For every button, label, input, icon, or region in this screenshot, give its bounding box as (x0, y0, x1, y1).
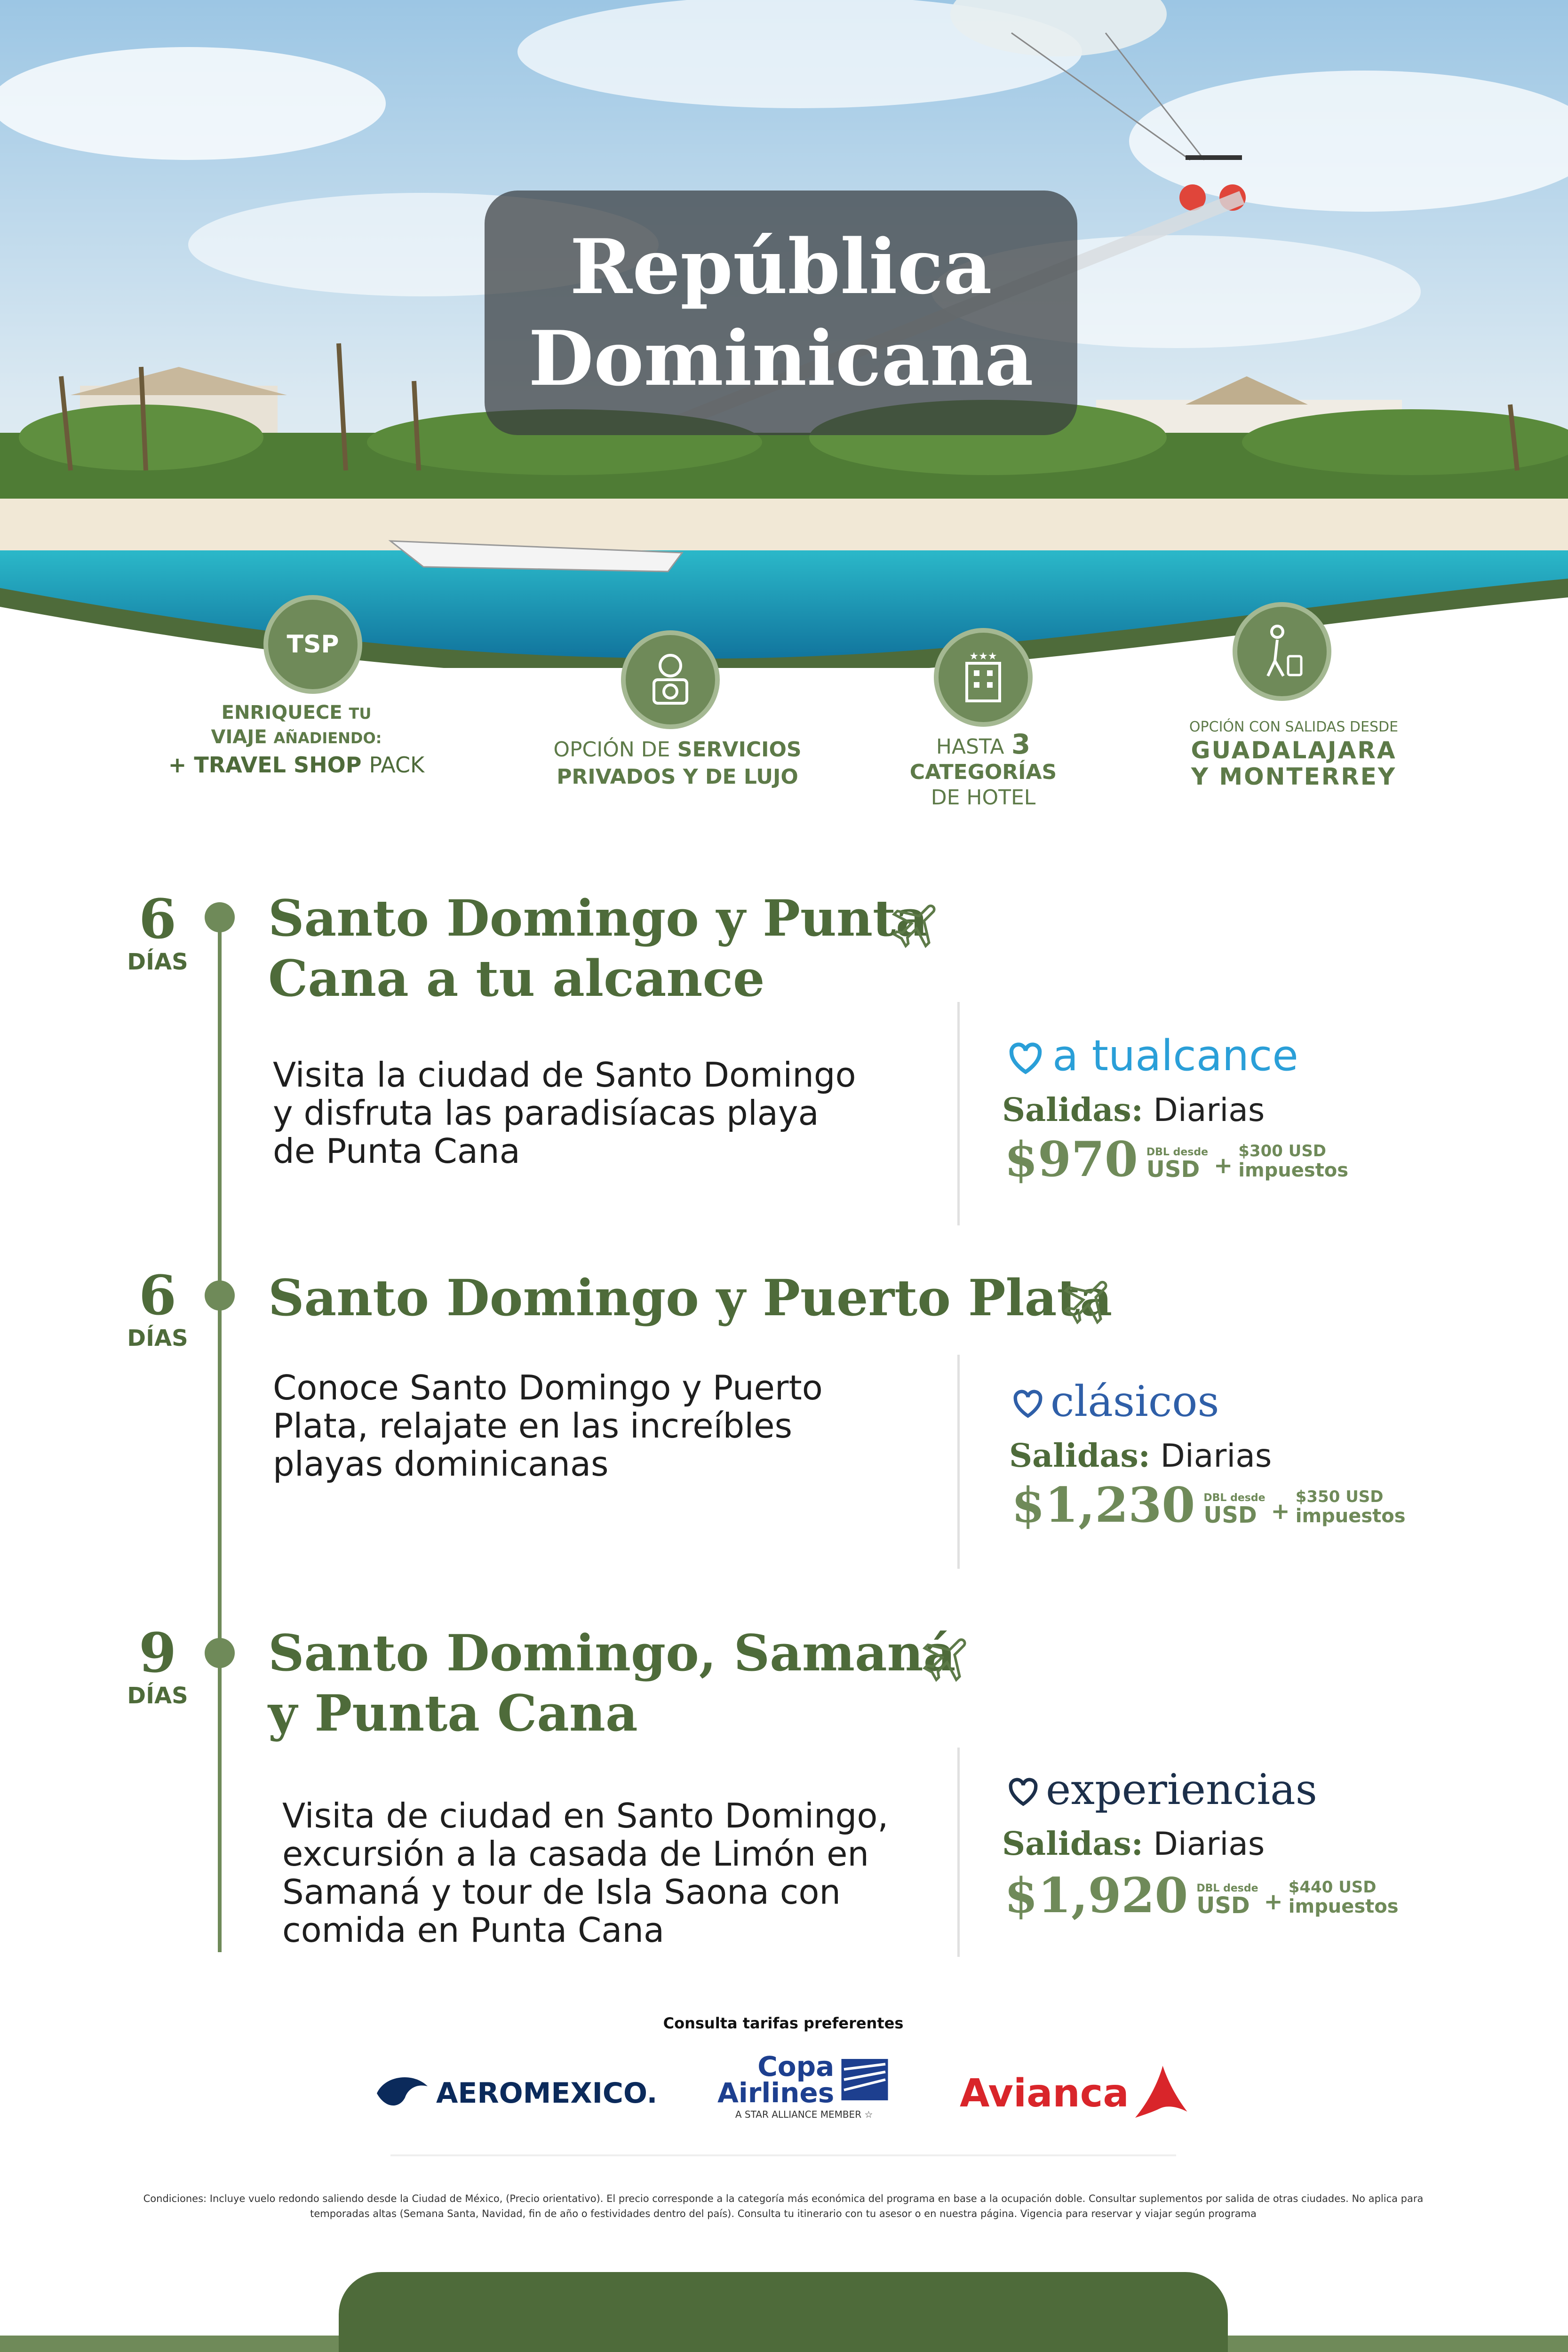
airlines-heading: Consulta tarifas preferentes (663, 2014, 904, 2032)
program-3-days: 9 DÍAS (127, 1621, 188, 1709)
program-2-departures: Salidas: Diarias (1009, 1437, 1272, 1475)
hotel-icon (934, 628, 1033, 727)
eagle-knight-icon (374, 2072, 430, 2114)
divider (957, 1002, 960, 1225)
experiencias-logo: experiencias (1004, 1766, 1317, 1813)
program-3-description: Visita de ciudad en Santo Domingo, excursión a la casada de Limón en Samaná y tour de Isla Saona con comida en Punta Cana (282, 1796, 889, 1950)
timeline-dot (205, 902, 235, 932)
program-1-price: $970 DBL desde USD + $300 USD impuestos (1004, 1131, 1349, 1188)
program-1-departures: Salidas: Diarias (1002, 1091, 1265, 1129)
destination-title-box (485, 191, 1077, 435)
divider (957, 1355, 960, 1569)
copa-emblem-icon (839, 2054, 891, 2106)
airplane-icon (1061, 1272, 1117, 1331)
program-1-description: Visita la ciudad de Santo Domingo y disfruta las paradisíacas playa de Punta Cana (273, 1055, 856, 1171)
divider (957, 1748, 960, 1957)
heart-brand-icon (1004, 1035, 1047, 1077)
program-2-description: Conoce Santo Domingo y Puerto Plata, relajate en las increíbles playas dominicanas (273, 1368, 823, 1484)
svg-text:★★★: ★★★ (969, 651, 997, 662)
program-3-departures: Salidas: Diarias (1002, 1825, 1265, 1863)
photographer-icon (621, 630, 720, 729)
tsp-icon: TSP (263, 595, 362, 694)
program-3-price: $1,920 DBL desde USD + $440 USD impuestos (1004, 1867, 1399, 1924)
timeline-dot (205, 1280, 235, 1311)
atualcance-logo: a tu alcance (1004, 1033, 1298, 1080)
heart-brand-icon (1004, 1771, 1042, 1809)
airlines-divider (390, 2154, 1176, 2156)
program-2-days: 6 DÍAS (127, 1264, 188, 1351)
traveler-icon (1233, 602, 1331, 701)
feature-travel-shop-pack: ENRIQUECE TU VIAJE AÑADIENDO: + TRAVEL SHOP PACK (168, 702, 425, 778)
program-1-title: Santo Domingo y Punta Cana a tu alcance (268, 889, 928, 1008)
copa-airlines-logo: Copa Airlines A STAR ALLIANCE MEMBER ☆ (717, 2053, 891, 2120)
title-line-2: Dominicana (528, 314, 1034, 403)
timeline-dot (205, 1638, 235, 1668)
footer-tab (339, 2272, 1228, 2352)
airplane-icon (920, 1630, 976, 1688)
program-1-days: 6 DÍAS (127, 888, 188, 975)
avianca-logo: Avianca (960, 2063, 1190, 2124)
program-2-price: $1,230 DBL desde USD + $350 USD impuestos (1011, 1477, 1406, 1534)
airplane-icon (889, 896, 946, 954)
clasicos-logo: clásicos (1009, 1378, 1219, 1425)
program-2-title: Santo Domingo y Puerto Plata (268, 1268, 1113, 1327)
hero-banner (0, 0, 1568, 668)
avianca-bird-icon (1129, 2063, 1190, 2124)
feature-hotel-categories: HASTA 3 CATEGORÍAS DE HOTEL (909, 728, 1057, 810)
aeromexico-logo: AEROMEXICO. (374, 2072, 657, 2114)
terms-and-conditions: Condiciones: Incluye vuelo redondo saliendo desde la Ciudad de México, (Precio orientativo). El precio corresponde a la categoría más económica del programa en base a la ocupación doble. Consultar suplementos por salida de otras ciudades. No aplica para temporadas altas (Semana Santa, Navidad, fin de año o festividades dentro del país). Consulta tu itinerario con tu asesor o en nuestra página. Vigencia para reservar y viajar según programa (143, 2193, 1424, 2219)
heart-brand-icon (1009, 1383, 1047, 1421)
feature-departures: OPCIÓN CON SALIDAS DESDE GUADALAJARA Y MONTERREY (1189, 719, 1399, 790)
feature-private-services: OPCIÓN DE SERVICIOS PRIVADOS Y DE LUJO (553, 738, 802, 789)
program-3-title: Santo Domingo, Samaná y Punta Cana (268, 1623, 956, 1742)
itinerary-timeline (218, 924, 222, 1952)
title-line-1: República (570, 222, 992, 311)
